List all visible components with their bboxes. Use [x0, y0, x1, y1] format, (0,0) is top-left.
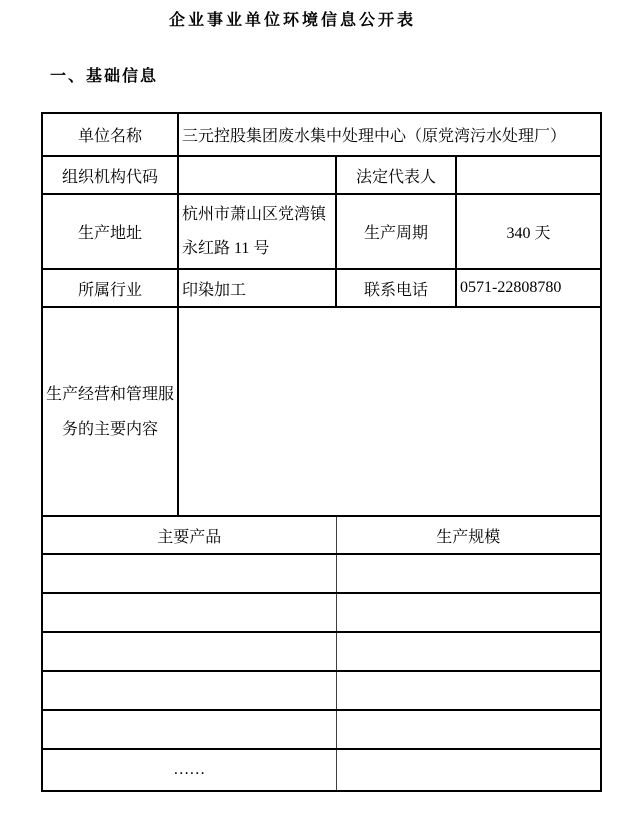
product-row-5: [42, 710, 601, 749]
unit-name-value: 三元控股集团废水集中处理中心（原党湾污水处理厂）: [178, 113, 601, 156]
table-row-industry: [42, 269, 601, 307]
scale-cell: [336, 749, 601, 791]
address-line2: 永红路 11 号: [182, 239, 270, 257]
scale-header: 生产规模: [336, 516, 601, 554]
unit-name-label: 单位名称: [42, 113, 178, 156]
products-header: 主要产品: [42, 516, 336, 554]
section-heading-basic-info: 一、基础信息: [50, 68, 159, 85]
product-cell-ellipsis: ……: [42, 749, 336, 791]
scale-cell: [336, 593, 601, 632]
business-label-line1: 生产经营和管理服: [46, 385, 175, 403]
scale-cell: [336, 671, 601, 710]
org-code-label: 组织机构代码: [42, 156, 178, 194]
address-label: 生产地址: [42, 194, 178, 269]
product-cell: [42, 710, 336, 749]
product-row-3: [42, 632, 601, 671]
page-title: 企业事业单位环境信息公开表: [168, 12, 416, 29]
scale-cell: [336, 710, 601, 749]
table-row-org-code: [42, 156, 601, 194]
product-cell: [42, 593, 336, 632]
product-row-1: [42, 554, 601, 593]
product-cell: [42, 671, 336, 710]
legal-rep-value: [456, 156, 601, 194]
address-value: [178, 194, 336, 269]
scale-cell: [336, 554, 601, 593]
table-row-products-header: [42, 516, 601, 554]
product-cell: [42, 632, 336, 671]
business-label-line2: 务的主要内容: [61, 420, 158, 438]
product-row-ellipsis: [42, 749, 601, 791]
product-row-2: [42, 593, 601, 632]
table-row-address: [42, 194, 601, 269]
cycle-value: 340 天: [456, 194, 601, 269]
table-row-unit-name: [42, 113, 601, 156]
table-row-business-content: [42, 307, 601, 516]
basic-info-table: [41, 112, 602, 792]
org-code-value: [178, 156, 336, 194]
product-cell: [42, 554, 336, 593]
address-line1: 杭州市萧山区党湾镇: [182, 205, 327, 223]
business-content-value: [178, 307, 601, 516]
industry-value: 印染加工: [178, 269, 336, 307]
product-row-4: [42, 671, 601, 710]
legal-rep-label: 法定代表人: [336, 156, 456, 194]
scale-cell: [336, 632, 601, 671]
business-content-label: [42, 307, 178, 516]
phone-label: 联系电话: [336, 269, 456, 307]
industry-label: 所属行业: [42, 269, 178, 307]
phone-value: 0571-22808780: [456, 269, 601, 307]
cycle-label: 生产周期: [336, 194, 456, 269]
